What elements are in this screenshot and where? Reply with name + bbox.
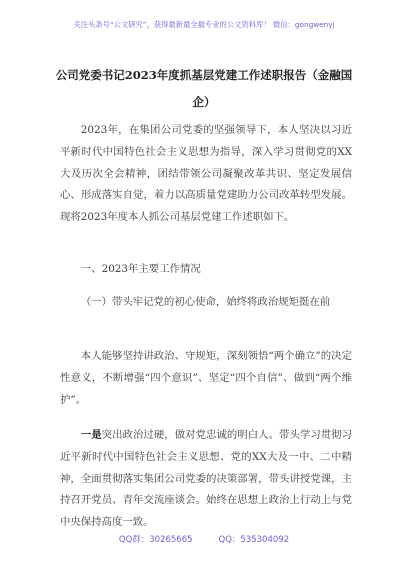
body-paragraph-3 [60, 425, 352, 534]
footer-contact [0, 533, 408, 545]
subsection-heading: （一）带头牢记党的初心使命，始终将政治规矩挺在前 [80, 296, 331, 308]
paragraph-body: 突出政治过硬，做对党忠诚的明白人。带头学习贯彻习近平新时代中国特色社会主义思想、党的XX大及一中、二中精神，全面贯彻落实集团公司党委的决策部署，带头讲授党课，主持召开党员、青年交流座谈会。始终在思想上政治上行动上与党中央保持高度一致。 [60, 429, 353, 529]
document-title: 公司党委书记2023年度抓基层党建工作述职报告（金融国企） [55, 68, 353, 109]
paragraph-lead: 一是 [80, 429, 102, 441]
footer-qq: QQ：535304092 [218, 535, 290, 545]
header-banner: 关注头条号“公文研究”，获得最新最全最专业的公文资料库！ 微信：gongwenyj [73, 20, 335, 29]
section-heading: 一、2023年主要工作情况 [80, 263, 201, 275]
body-paragraph-2: 本人能够坚持讲政治、守规矩，深刻领悟“两个确立”的决定性意义，不断增强“四个意识”、坚定“四个自信”、做到“两个维护”。 [60, 350, 352, 406]
intro-paragraph: 2023年，在集团公司党委的坚强领导下，本人坚决以习近平新时代中国特色社会主义思想为指导，深入学习贯彻党的XX大及历次全会精神，团结带领公司凝聚改革共识、坚定发展信心、形成落实自觉，着力以高质量党建助力公司改革转型发展。现将2023年度本人抓公司基层党建工作述职如下。 [60, 124, 352, 224]
footer-qq-group: QQ群：30265665 [118, 535, 193, 545]
